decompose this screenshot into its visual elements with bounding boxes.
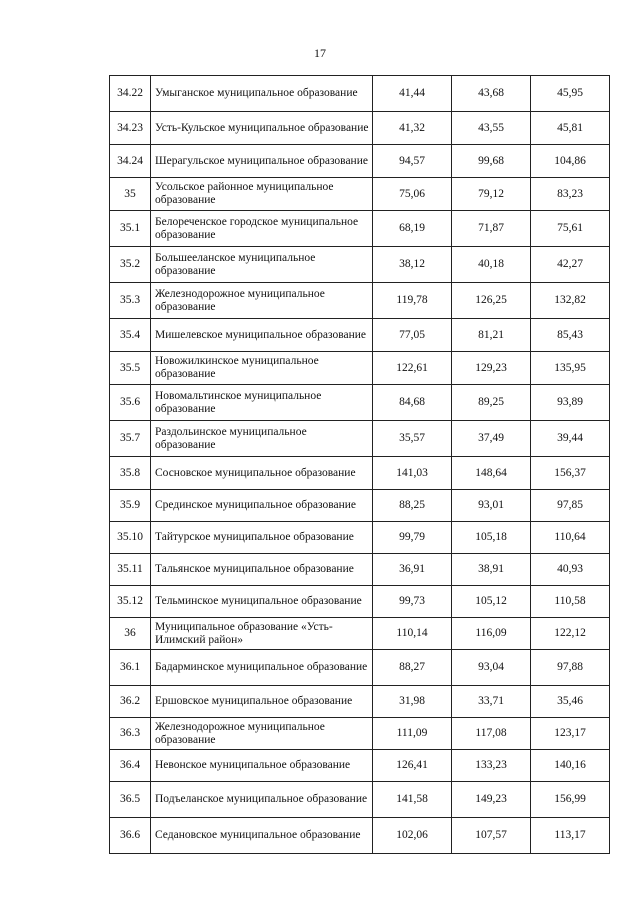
row-value-1: 38,12 [373,247,452,283]
row-value-3: 45,81 [531,112,610,145]
row-name: Тельминское муниципальное образование [151,586,373,618]
row-value-2: 93,01 [452,490,531,522]
row-value-2: 133,23 [452,750,531,782]
row-name: Сосновское муниципальное образование [151,457,373,490]
row-code: 35.1 [110,211,151,247]
row-value-2: 89,25 [452,385,531,421]
table-row [110,283,610,319]
row-value-1: 36,91 [373,554,452,586]
row-value-2: 33,71 [452,686,531,718]
row-value-3: 110,58 [531,586,610,618]
row-code: 35.12 [110,586,151,618]
row-name: Невонское муниципальное образование [151,750,373,782]
row-code: 36.5 [110,782,151,818]
row-code: 35.6 [110,385,151,421]
table-row [110,718,610,750]
row-name: Большееланское муниципальное образование [151,247,373,283]
row-name: Тальянское муниципальное образование [151,554,373,586]
row-name: Срединское муниципальное образование [151,490,373,522]
row-code: 35.8 [110,457,151,490]
row-value-1: 99,79 [373,522,452,554]
row-value-1: 141,58 [373,782,452,818]
table-row [110,178,610,211]
row-value-3: 135,95 [531,352,610,385]
row-value-2: 107,57 [452,818,531,854]
row-name: Раздольинское муниципальное образование [151,421,373,457]
row-value-3: 156,99 [531,782,610,818]
row-value-2: 93,04 [452,650,531,686]
row-code: 36.3 [110,718,151,750]
row-value-1: 99,73 [373,586,452,618]
data-table [109,75,610,854]
row-value-3: 104,86 [531,145,610,178]
row-value-3: 42,27 [531,247,610,283]
row-value-1: 35,57 [373,421,452,457]
row-value-1: 84,68 [373,385,452,421]
table-row [110,385,610,421]
row-value-3: 123,17 [531,718,610,750]
table-row [110,421,610,457]
row-code: 35.5 [110,352,151,385]
row-value-1: 122,61 [373,352,452,385]
row-value-2: 126,25 [452,283,531,319]
row-value-1: 141,03 [373,457,452,490]
row-value-1: 94,57 [373,145,452,178]
row-name: Седановское муниципальное образование [151,818,373,854]
row-value-1: 75,06 [373,178,452,211]
row-value-3: 35,46 [531,686,610,718]
row-value-3: 85,43 [531,319,610,352]
row-value-2: 148,64 [452,457,531,490]
table-row [110,76,610,112]
row-value-1: 41,32 [373,112,452,145]
row-value-2: 40,18 [452,247,531,283]
row-value-3: 156,37 [531,457,610,490]
row-value-1: 111,09 [373,718,452,750]
row-value-2: 149,23 [452,782,531,818]
row-name: Усть-Кульское муниципальное образование [151,112,373,145]
row-value-1: 88,25 [373,490,452,522]
row-code: 35 [110,178,151,211]
row-value-2: 79,12 [452,178,531,211]
row-value-3: 93,89 [531,385,610,421]
table-row [110,782,610,818]
table-row [110,352,610,385]
table-row [110,818,610,854]
table-row [110,490,610,522]
table-row [110,112,610,145]
row-name: Бадарминское муниципальное образование [151,650,373,686]
row-value-2: 81,21 [452,319,531,352]
row-value-2: 37,49 [452,421,531,457]
table-row [110,319,610,352]
row-name: Новомальтинское муниципальное образование [151,385,373,421]
row-value-3: 122,12 [531,618,610,650]
row-name: Тайтурское муниципальное образование [151,522,373,554]
row-name: Ершовское муниципальное образование [151,686,373,718]
row-code: 36.6 [110,818,151,854]
row-code: 36.4 [110,750,151,782]
row-value-3: 40,93 [531,554,610,586]
row-code: 34.23 [110,112,151,145]
table-row [110,750,610,782]
table-row [110,211,610,247]
row-code: 36 [110,618,151,650]
row-value-3: 97,85 [531,490,610,522]
row-value-3: 110,64 [531,522,610,554]
table-row [110,686,610,718]
row-value-2: 129,23 [452,352,531,385]
row-name: Усольское районное муниципальное образование [151,178,373,211]
row-value-3: 83,23 [531,178,610,211]
row-code: 34.24 [110,145,151,178]
row-value-2: 71,87 [452,211,531,247]
row-value-3: 39,44 [531,421,610,457]
row-value-2: 99,68 [452,145,531,178]
row-value-3: 45,95 [531,76,610,112]
row-value-3: 75,61 [531,211,610,247]
row-value-3: 113,17 [531,818,610,854]
row-value-1: 110,14 [373,618,452,650]
row-name: Подъеланское муниципальное образование [151,782,373,818]
table-row [110,522,610,554]
row-code: 35.3 [110,283,151,319]
row-code: 35.7 [110,421,151,457]
row-name: Шерагульское муниципальное образование [151,145,373,178]
row-value-3: 132,82 [531,283,610,319]
row-code: 35.2 [110,247,151,283]
row-value-1: 68,19 [373,211,452,247]
row-name: Железнодорожное муниципальное образование [151,283,373,319]
row-value-2: 43,55 [452,112,531,145]
row-value-1: 88,27 [373,650,452,686]
table-row [110,145,610,178]
row-value-3: 140,16 [531,750,610,782]
row-value-2: 117,08 [452,718,531,750]
row-code: 34.22 [110,76,151,112]
table-row [110,650,610,686]
row-value-1: 41,44 [373,76,452,112]
row-value-2: 105,12 [452,586,531,618]
row-value-3: 97,88 [531,650,610,686]
table-row [110,586,610,618]
row-value-1: 119,78 [373,283,452,319]
row-name: Муниципальное образование «Усть-Илимский район» [151,618,373,650]
row-value-2: 43,68 [452,76,531,112]
row-name: Железнодорожное муниципальное образование [151,718,373,750]
page-number: 17 [314,46,326,60]
row-value-1: 77,05 [373,319,452,352]
row-value-1: 31,98 [373,686,452,718]
row-value-1: 126,41 [373,750,452,782]
row-value-1: 102,06 [373,818,452,854]
row-code: 35.4 [110,319,151,352]
row-value-2: 116,09 [452,618,531,650]
row-code: 36.2 [110,686,151,718]
table-row [110,618,610,650]
row-value-2: 38,91 [452,554,531,586]
row-name: Мишелевское муниципальное образование [151,319,373,352]
row-code: 35.9 [110,490,151,522]
row-code: 36.1 [110,650,151,686]
row-name: Белореченское городское муниципальное образование [151,211,373,247]
table-row [110,554,610,586]
row-code: 35.11 [110,554,151,586]
row-name: Новожилкинское муниципальное образование [151,352,373,385]
table-row [110,247,610,283]
row-name: Умыганское муниципальное образование [151,76,373,112]
row-value-2: 105,18 [452,522,531,554]
row-code: 35.10 [110,522,151,554]
table-row [110,457,610,490]
